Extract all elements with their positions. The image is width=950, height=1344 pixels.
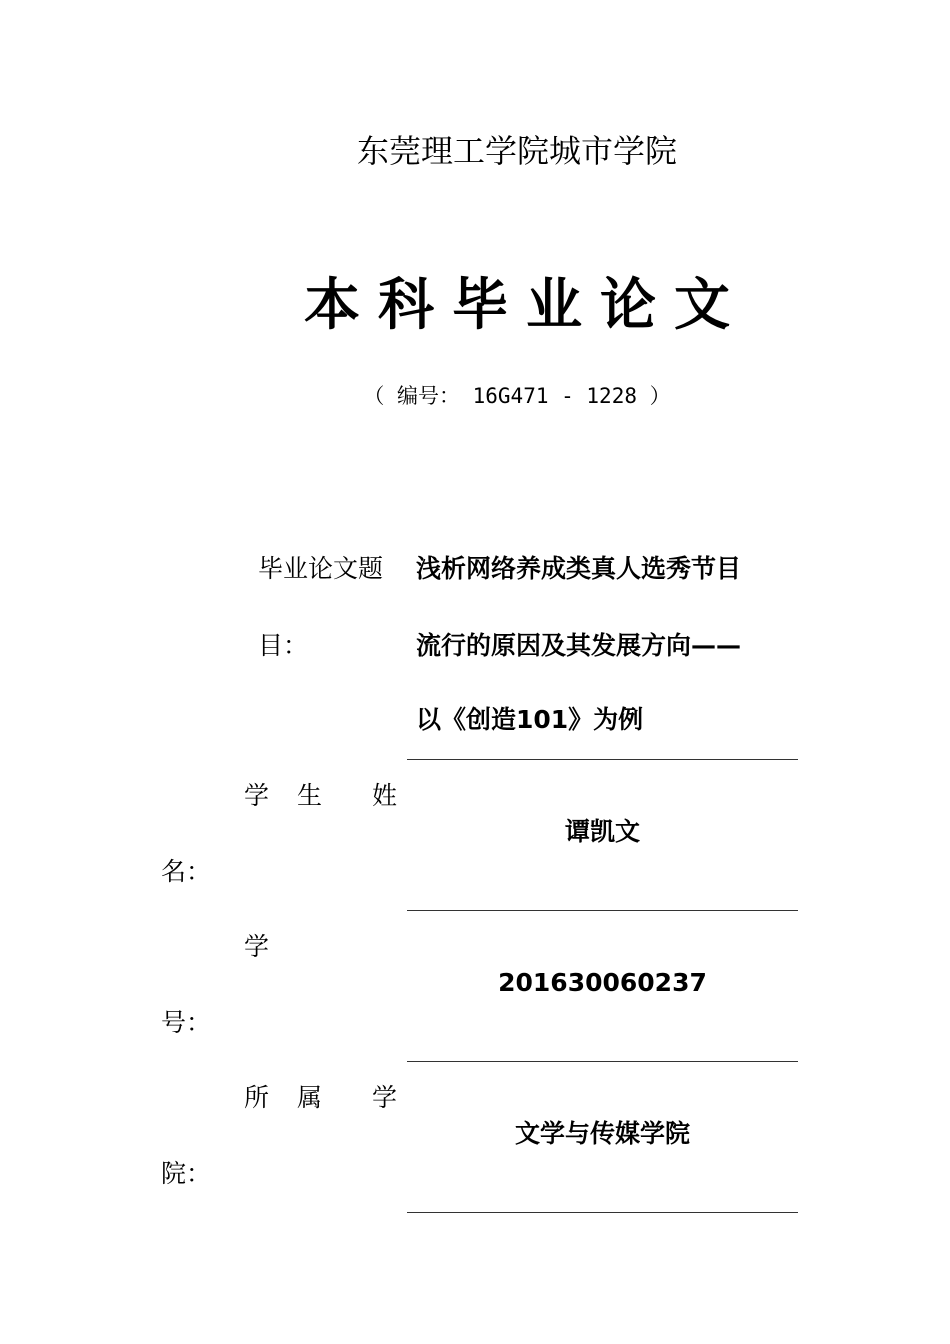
name-label-char: 生: [297, 781, 323, 810]
title-label-line1: 毕业论文题: [258, 554, 384, 583]
doc-type-char: 科: [378, 273, 434, 338]
college-underline: [407, 1212, 798, 1213]
name-label-char: 学: [244, 781, 270, 810]
institution-name: 东莞理工学院城市学院: [356, 132, 677, 170]
name-label-char: 姓: [372, 781, 398, 810]
college-label-tail: 院：: [161, 1159, 212, 1188]
document-type-title: [0, 272, 950, 340]
name-underline: [407, 910, 798, 911]
doc-type-char: 本: [304, 273, 360, 338]
doc-type-char: 论: [600, 273, 656, 338]
college-label-char: 所: [244, 1083, 270, 1112]
name-label-tail: 名：: [161, 857, 212, 886]
serial-number: （ 编号： 16G471 - 1228 ）: [363, 384, 671, 408]
title-underline: [407, 759, 798, 760]
student-id-value: 201630060237: [498, 968, 707, 997]
doc-type-char: 毕: [452, 273, 508, 338]
title-value-line2: 流行的原因及其发展方向——: [416, 631, 742, 660]
student-name-value: 谭凯文: [564, 817, 640, 846]
id-underline: [407, 1061, 798, 1062]
id-label-head: 学: [244, 932, 270, 961]
id-label-tail: 号：: [161, 1008, 212, 1037]
college-label-char: 学: [372, 1083, 398, 1112]
title-value-line3: 以《创造101》为例: [416, 705, 644, 734]
title-value-line1: 浅析网络养成类真人选秀节目: [416, 554, 742, 583]
title-label-line2: 目：: [258, 631, 309, 660]
doc-type-char: 业: [526, 273, 582, 338]
college-value: 文学与传媒学院: [514, 1119, 690, 1148]
doc-type-char: 文: [674, 273, 730, 338]
college-label-char: 属: [297, 1083, 323, 1112]
